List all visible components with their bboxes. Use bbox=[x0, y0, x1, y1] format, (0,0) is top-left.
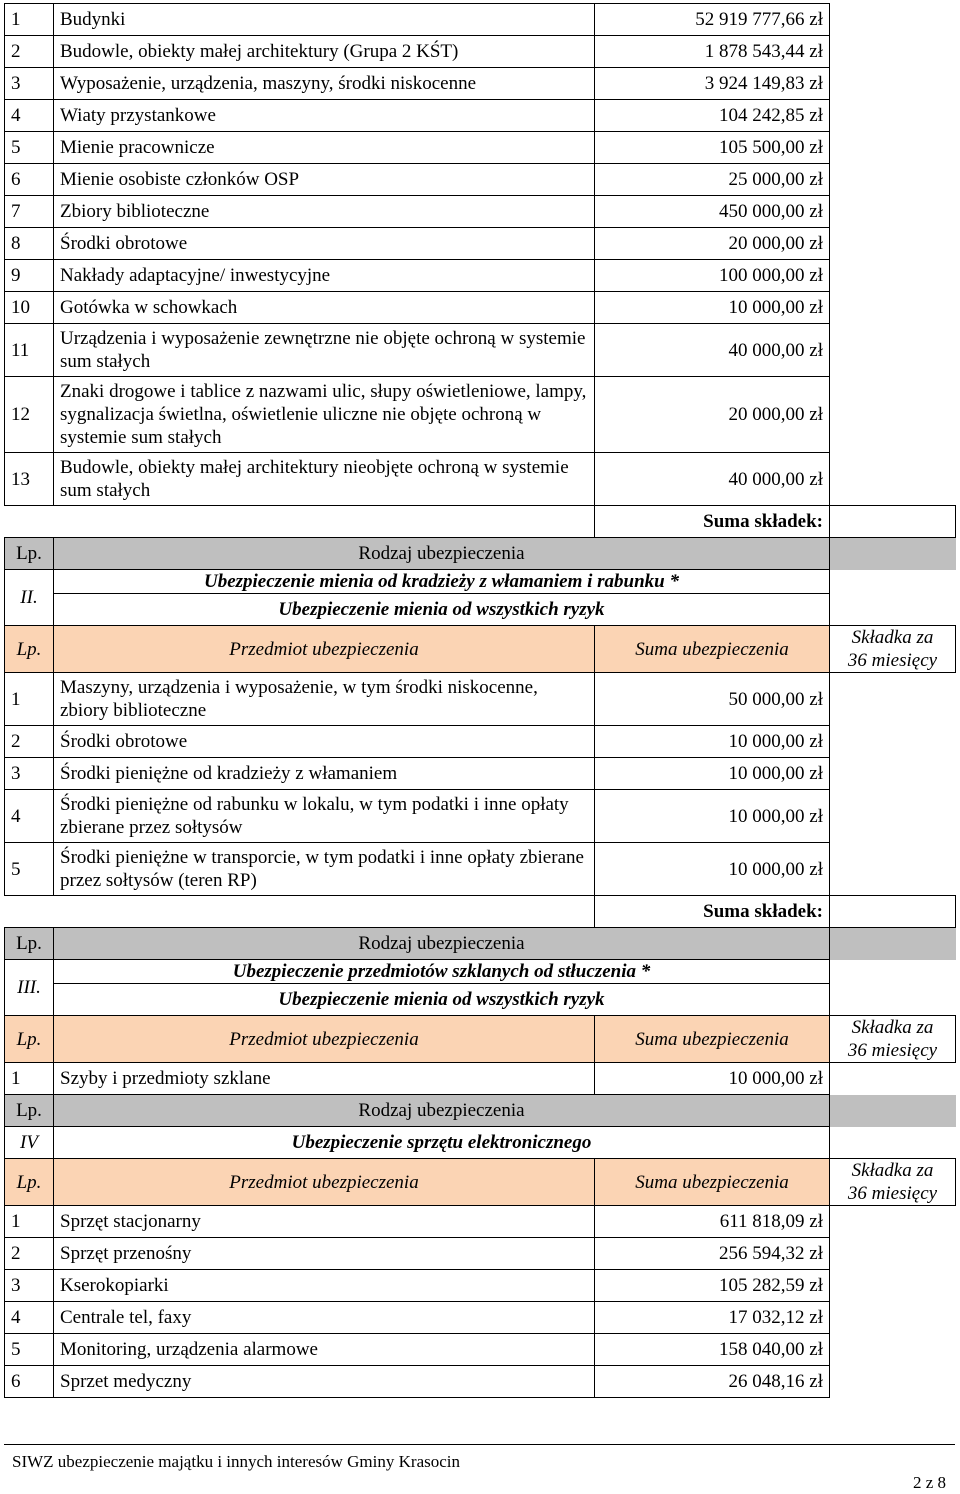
sum-label: Suma składek: bbox=[595, 896, 830, 928]
empty-cell bbox=[830, 1302, 956, 1334]
sum-row bbox=[5, 506, 956, 538]
empty-cell bbox=[830, 453, 956, 506]
column-header-row bbox=[5, 626, 956, 673]
row-lp: 6 bbox=[5, 164, 54, 196]
table-row bbox=[5, 228, 956, 260]
header-lp: Lp. bbox=[5, 538, 54, 570]
column-header-row bbox=[5, 1016, 956, 1063]
row-lp: 13 bbox=[5, 453, 54, 506]
row-lp: 1 bbox=[5, 1063, 54, 1095]
table-row bbox=[5, 758, 956, 790]
row-name: Mienie osobiste członków OSP bbox=[54, 164, 595, 196]
header-rodzaj: Rodzaj ubezpieczenia bbox=[54, 928, 830, 960]
table-row bbox=[5, 196, 956, 228]
skladka-label-line2: 36 miesięcy bbox=[847, 1183, 938, 1204]
empty-cell bbox=[830, 570, 956, 594]
row-name: Budynki bbox=[54, 4, 595, 36]
page-number: 2 z 8 bbox=[912, 1473, 946, 1492]
empty-cell bbox=[830, 928, 956, 960]
empty-cell bbox=[830, 984, 956, 1016]
row-name: Środki obrotowe bbox=[54, 228, 595, 260]
col-header-przedmiot: Przedmiot ubezpieczenia bbox=[54, 1016, 595, 1063]
section-roman: III. bbox=[5, 960, 54, 1016]
empty-cell bbox=[830, 228, 956, 260]
row-amount: 105 282,59 zł bbox=[595, 1270, 830, 1302]
section-title: Ubezpieczenie sprzętu elektronicznego bbox=[54, 1127, 830, 1159]
row-lp: 7 bbox=[5, 196, 54, 228]
empty-cell bbox=[830, 790, 956, 843]
col-header-lp: Lp. bbox=[5, 1016, 54, 1063]
row-name: Zbiory biblioteczne bbox=[54, 196, 595, 228]
table-row bbox=[5, 1270, 956, 1302]
row-amount: 10 000,00 zł bbox=[595, 1063, 830, 1095]
row-lp: 12 bbox=[5, 377, 54, 453]
row-amount: 1 878 543,44 zł bbox=[595, 36, 830, 68]
row-lp: 5 bbox=[5, 132, 54, 164]
row-lp: 2 bbox=[5, 726, 54, 758]
header-lp: Lp. bbox=[5, 1095, 54, 1127]
row-lp: 11 bbox=[5, 324, 54, 377]
col-header-przedmiot: Przedmiot ubezpieczenia bbox=[54, 626, 595, 673]
skladka-label-line2: 36 miesięcy bbox=[847, 1040, 938, 1061]
col-header-suma: Suma ubezpieczenia bbox=[595, 1159, 830, 1206]
row-lp: 5 bbox=[5, 843, 54, 896]
empty-cell bbox=[830, 260, 956, 292]
empty-cell bbox=[830, 4, 956, 36]
empty-cell bbox=[830, 960, 956, 984]
empty-cell bbox=[830, 132, 956, 164]
table-row bbox=[5, 1206, 956, 1238]
row-name: Środki obrotowe bbox=[54, 726, 595, 758]
sum-row bbox=[5, 896, 956, 928]
empty-cell bbox=[830, 164, 956, 196]
skladka-label-line1: Składka za bbox=[851, 1017, 934, 1038]
row-name: Maszyny, urządzenia i wyposażenie, w tym środki niskocenne, zbiory biblioteczne bbox=[54, 673, 595, 726]
table-row bbox=[5, 1334, 956, 1366]
row-name: Znaki drogowe i tablice z nazwami ulic, słupy oświetleniowe, lampy, sygnalizacja świetlna, oświetlenie uliczne nie objęte ochroną w systemie sum stałych bbox=[54, 377, 595, 453]
col-header-skladka bbox=[830, 1016, 956, 1063]
empty-cell bbox=[830, 196, 956, 228]
row-amount: 10 000,00 zł bbox=[595, 292, 830, 324]
empty-cell bbox=[830, 100, 956, 132]
row-amount: 10 000,00 zł bbox=[595, 726, 830, 758]
row-amount: 10 000,00 zł bbox=[595, 758, 830, 790]
row-lp: 2 bbox=[5, 1238, 54, 1270]
section-subtitle: Ubezpieczenie mienia od wszystkich ryzyk bbox=[54, 984, 830, 1016]
header-lp: Lp. bbox=[5, 928, 54, 960]
section-subtitle: Ubezpieczenie mienia od wszystkich ryzyk bbox=[54, 594, 830, 626]
empty-cell bbox=[830, 1127, 956, 1159]
section-roman: IV bbox=[5, 1127, 54, 1159]
row-name: Centrale tel, faxy bbox=[54, 1302, 595, 1334]
empty-cell bbox=[830, 1238, 956, 1270]
table-row bbox=[5, 843, 956, 896]
row-amount: 25 000,00 zł bbox=[595, 164, 830, 196]
row-amount: 450 000,00 zł bbox=[595, 196, 830, 228]
row-name: Urządzenia i wyposażenie zewnętrzne nie objęte ochroną w systemie sum stałych bbox=[54, 324, 595, 377]
row-lp: 6 bbox=[5, 1366, 54, 1398]
row-amount: 20 000,00 zł bbox=[595, 377, 830, 453]
skladka-label-line1: Składka za bbox=[851, 1160, 934, 1181]
section-roman: II. bbox=[5, 570, 54, 626]
table-row bbox=[5, 36, 956, 68]
row-name: Gotówka w schowkach bbox=[54, 292, 595, 324]
empty-cell bbox=[830, 36, 956, 68]
col-header-lp: Lp. bbox=[5, 626, 54, 673]
row-lp: 1 bbox=[5, 4, 54, 36]
empty-cell bbox=[830, 1206, 956, 1238]
table-row bbox=[5, 164, 956, 196]
empty-cell bbox=[830, 292, 956, 324]
column-header-row bbox=[5, 1159, 956, 1206]
row-amount: 3 924 149,83 zł bbox=[595, 68, 830, 100]
row-amount: 256 594,32 zł bbox=[595, 1238, 830, 1270]
empty-cell bbox=[830, 1095, 956, 1127]
table-row bbox=[5, 1302, 956, 1334]
row-lp: 3 bbox=[5, 758, 54, 790]
row-name: Sprzęt stacjonarny bbox=[54, 1206, 595, 1238]
insurance-table bbox=[4, 3, 956, 1398]
sum-value-cell bbox=[830, 506, 956, 538]
table-row bbox=[5, 260, 956, 292]
sum-label: Suma składek: bbox=[595, 506, 830, 538]
table-row bbox=[5, 4, 956, 36]
table-row bbox=[5, 1063, 956, 1095]
row-amount: 104 242,85 zł bbox=[595, 100, 830, 132]
section-title-row bbox=[5, 1127, 956, 1159]
row-name: Budowle, obiekty małej architektury nieobjęte ochroną w systemie sum stałych bbox=[54, 453, 595, 506]
row-amount: 10 000,00 zł bbox=[595, 790, 830, 843]
row-lp: 10 bbox=[5, 292, 54, 324]
row-amount: 26 048,16 zł bbox=[595, 1366, 830, 1398]
skladka-label-line1: Składka za bbox=[851, 627, 934, 648]
row-amount: 611 818,09 zł bbox=[595, 1206, 830, 1238]
header-rodzaj: Rodzaj ubezpieczenia bbox=[54, 1095, 830, 1127]
table-row bbox=[5, 453, 956, 506]
section-title: Ubezpieczenie przedmiotów szklanych od stłuczenia * bbox=[54, 960, 830, 984]
row-amount: 50 000,00 zł bbox=[595, 673, 830, 726]
section-title-row bbox=[5, 594, 956, 626]
row-lp: 8 bbox=[5, 228, 54, 260]
row-lp: 1 bbox=[5, 1206, 54, 1238]
table-row bbox=[5, 1238, 956, 1270]
empty-cell bbox=[830, 1366, 956, 1398]
table-row bbox=[5, 324, 956, 377]
row-name: Nakłady adaptacyjne/ inwestycyjne bbox=[54, 260, 595, 292]
empty-cell bbox=[830, 758, 956, 790]
empty-cell bbox=[5, 506, 595, 538]
section-title-row bbox=[5, 960, 956, 984]
row-name: Wyposażenie, urządzenia, maszyny, środki niskocenne bbox=[54, 68, 595, 100]
table-row bbox=[5, 1366, 956, 1398]
row-lp: 3 bbox=[5, 1270, 54, 1302]
section-header-row bbox=[5, 538, 956, 570]
empty-cell bbox=[830, 843, 956, 896]
table-row bbox=[5, 790, 956, 843]
empty-cell bbox=[830, 594, 956, 626]
row-amount: 105 500,00 zł bbox=[595, 132, 830, 164]
row-amount: 100 000,00 zł bbox=[595, 260, 830, 292]
row-lp: 3 bbox=[5, 68, 54, 100]
footer-divider bbox=[4, 1444, 955, 1445]
skladka-label-line2: 36 miesięcy bbox=[847, 650, 938, 671]
row-name: Sprzet medyczny bbox=[54, 1366, 595, 1398]
row-name: Monitoring, urządzenia alarmowe bbox=[54, 1334, 595, 1366]
row-name: Mienie pracownicze bbox=[54, 132, 595, 164]
row-name: Szyby i przedmioty szklane bbox=[54, 1063, 595, 1095]
row-name: Środki pieniężne od rabunku w lokalu, w tym podatki i inne opłaty zbierane przez sołtysów bbox=[54, 790, 595, 843]
table-row bbox=[5, 100, 956, 132]
empty-cell bbox=[5, 896, 595, 928]
table-row bbox=[5, 377, 956, 453]
sum-value-cell bbox=[830, 896, 956, 928]
col-header-suma: Suma ubezpieczenia bbox=[595, 1016, 830, 1063]
empty-cell bbox=[830, 1334, 956, 1366]
row-lp: 4 bbox=[5, 790, 54, 843]
col-header-skladka bbox=[830, 626, 956, 673]
row-name: Budowle, obiekty małej architektury (Grupa 2 KŚT) bbox=[54, 36, 595, 68]
row-name: Środki pieniężne w transporcie, w tym podatki i inne opłaty zbierane przez sołtysów (teren RP) bbox=[54, 843, 595, 896]
row-lp: 2 bbox=[5, 36, 54, 68]
empty-cell bbox=[830, 324, 956, 377]
empty-cell bbox=[830, 1270, 956, 1302]
row-lp: 1 bbox=[5, 673, 54, 726]
row-name: Kserokopiarki bbox=[54, 1270, 595, 1302]
section-header-row bbox=[5, 1095, 956, 1127]
col-header-lp: Lp. bbox=[5, 1159, 54, 1206]
row-name: Środki pieniężne od kradzieży z włamaniem bbox=[54, 758, 595, 790]
col-header-skladka bbox=[830, 1159, 956, 1206]
header-rodzaj: Rodzaj ubezpieczenia bbox=[54, 538, 830, 570]
table-row bbox=[5, 673, 956, 726]
col-header-suma: Suma ubezpieczenia bbox=[595, 626, 830, 673]
insurance-document bbox=[4, 3, 956, 1398]
table-row bbox=[5, 292, 956, 324]
footer-text: SIWZ ubezpieczenie majątku i innych interesów Gminy Krasocin bbox=[12, 1452, 460, 1471]
empty-cell bbox=[830, 673, 956, 726]
row-amount: 20 000,00 zł bbox=[595, 228, 830, 260]
row-lp: 5 bbox=[5, 1334, 54, 1366]
empty-cell bbox=[830, 538, 956, 570]
empty-cell bbox=[830, 1063, 956, 1095]
table-row bbox=[5, 726, 956, 758]
row-lp: 9 bbox=[5, 260, 54, 292]
row-amount: 17 032,12 zł bbox=[595, 1302, 830, 1334]
row-name: Wiaty przystankowe bbox=[54, 100, 595, 132]
section-title: Ubezpieczenie mienia od kradzieży z włamaniem i rabunku * bbox=[54, 570, 830, 594]
col-header-przedmiot: Przedmiot ubezpieczenia bbox=[54, 1159, 595, 1206]
empty-cell bbox=[830, 377, 956, 453]
row-amount: 10 000,00 zł bbox=[595, 843, 830, 896]
row-amount: 40 000,00 zł bbox=[595, 453, 830, 506]
row-amount: 52 919 777,66 zł bbox=[595, 4, 830, 36]
section-header-row bbox=[5, 928, 956, 960]
row-lp: 4 bbox=[5, 1302, 54, 1334]
row-amount: 40 000,00 zł bbox=[595, 324, 830, 377]
empty-cell bbox=[830, 68, 956, 100]
row-lp: 4 bbox=[5, 100, 54, 132]
table-row bbox=[5, 132, 956, 164]
row-name: Sprzęt przenośny bbox=[54, 1238, 595, 1270]
table-row bbox=[5, 68, 956, 100]
row-amount: 158 040,00 zł bbox=[595, 1334, 830, 1366]
empty-cell bbox=[830, 726, 956, 758]
section-title-row bbox=[5, 570, 956, 594]
section-title-row bbox=[5, 984, 956, 1016]
